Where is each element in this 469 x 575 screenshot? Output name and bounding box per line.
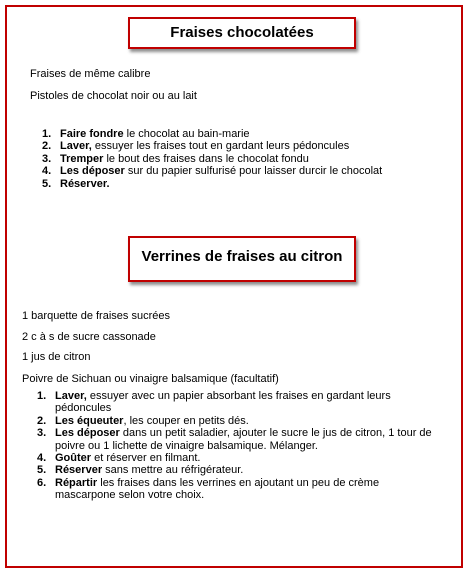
list-item	[42, 153, 452, 165]
recipe1-ingredient: Fraises de même calibre	[30, 68, 151, 80]
step-number: 3.	[42, 152, 52, 165]
list-item	[37, 477, 437, 502]
step-number: 2.	[42, 140, 52, 153]
step-action: Les déposer	[60, 165, 125, 178]
recipe2-ingredient: 2 c à s de sucre cassonade	[22, 331, 156, 343]
step-number: 1.	[42, 128, 52, 140]
step-action: Les déposer	[55, 427, 120, 440]
step-number: 3.	[37, 427, 47, 440]
step-text: sans mettre au réfrigérateur.	[102, 464, 244, 477]
list-item	[42, 178, 452, 190]
step-action: Réserver	[55, 464, 103, 477]
recipe2-title: Verrines de fraises au citron	[128, 236, 356, 282]
recipe1-title: Fraises chocolatées	[128, 17, 356, 49]
step-text: le bout des fraises dans le chocolat fondu	[103, 152, 309, 165]
recipe2-ingredient: 1 jus de citron	[22, 351, 91, 363]
step-text: dans un petit saladier, ajouter le sucre le jus de citron, 1 tour de poivre ou 1 lichette de vinaigre balsamique. Mélanger.	[55, 427, 432, 452]
step-text: sur du papier sulfurisé pour laisser durcir le chocolat	[124, 165, 383, 178]
step-number: 5.	[42, 177, 52, 190]
step-number: 4.	[37, 452, 47, 465]
step-action: Tremper	[60, 152, 104, 165]
step-text: essuyer avec un papier absorbant les fraises en gardant leurs pédoncules	[55, 390, 391, 415]
step-text: les fraises dans les verrines en ajoutant un peu de crème mascarpone selon votre choix.	[55, 476, 380, 502]
step-text: le chocolat au bain-marie	[123, 128, 250, 140]
step-action: Goûter	[55, 452, 92, 465]
list-item	[37, 452, 437, 464]
list-item	[37, 415, 437, 427]
step-action: Laver,	[55, 390, 87, 402]
recipe1-steps	[42, 128, 452, 190]
recipe2-ingredient: 1 barquette de fraises sucrées	[22, 310, 170, 322]
step-text: essuyer les fraises tout en gardant leurs pédoncules	[91, 140, 350, 153]
step-action: Les équeuter	[55, 414, 124, 427]
list-item	[37, 464, 437, 476]
list-item	[42, 128, 452, 140]
step-number: 4.	[42, 165, 52, 178]
recipe2-ingredient: Poivre de Sichuan ou vinaigre balsamique (facultatif)	[22, 373, 279, 385]
recipe2-steps	[37, 390, 437, 502]
step-action: Faire fondre	[60, 128, 124, 140]
step-action: Laver,	[60, 140, 92, 153]
step-number: 6.	[37, 476, 47, 489]
step-number: 5.	[37, 464, 47, 477]
list-item	[42, 165, 452, 177]
list-item	[37, 427, 437, 452]
step-number: 2.	[37, 414, 47, 427]
list-item	[37, 390, 437, 415]
step-number: 1.	[37, 390, 47, 402]
recipe1-ingredient: Pistoles de chocolat noir ou au lait	[30, 90, 197, 102]
step-text: , les couper en petits dés.	[123, 414, 249, 427]
step-text: et réserver en filmant.	[91, 452, 201, 465]
step-action: Répartir	[55, 476, 98, 489]
step-action: Réserver.	[60, 177, 110, 190]
list-item	[42, 140, 452, 152]
